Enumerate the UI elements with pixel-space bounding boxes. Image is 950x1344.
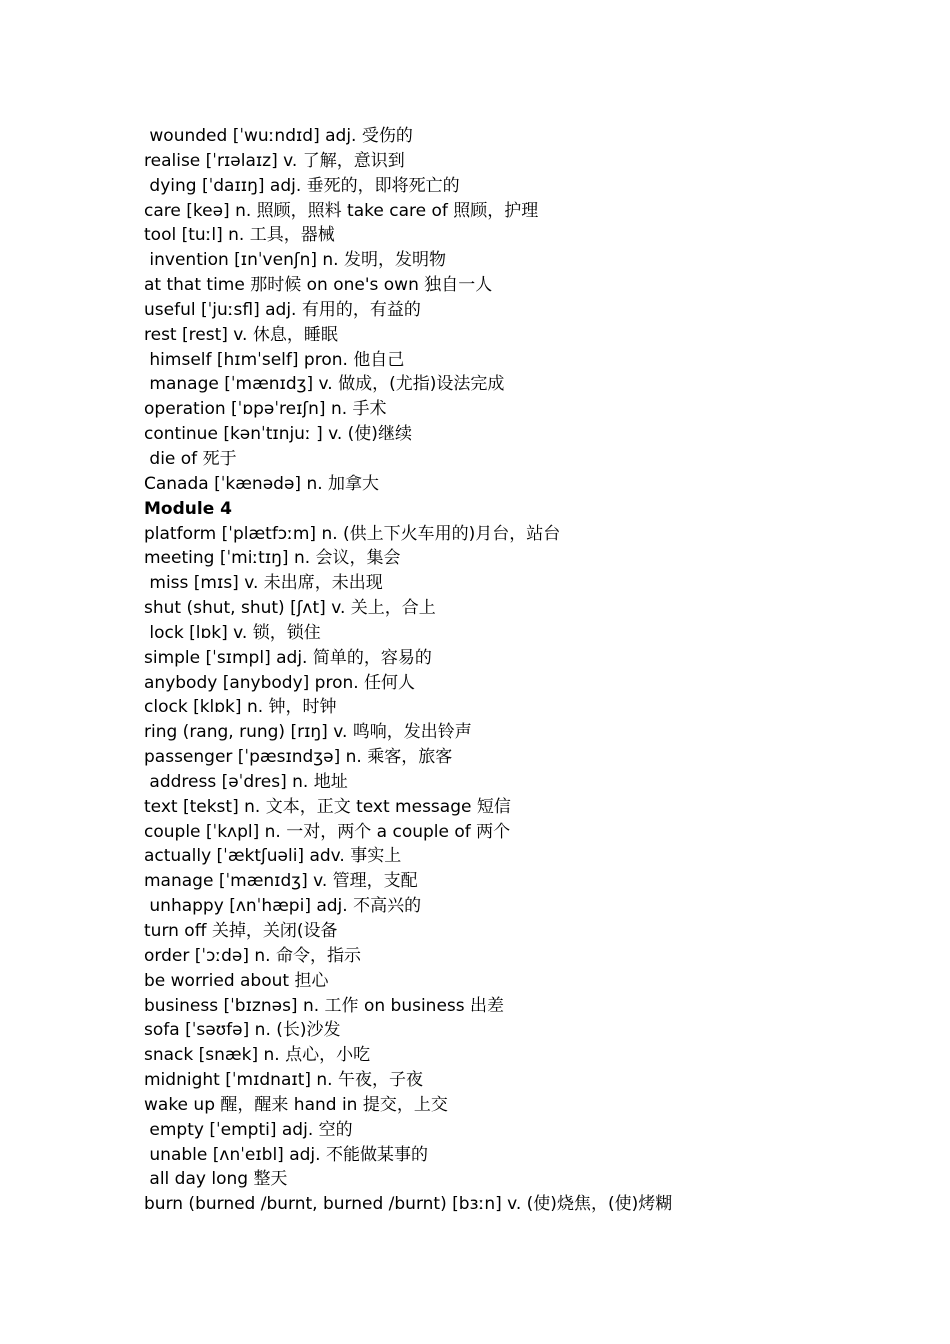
vocab-entry: care [keə] n. 照顾，照料 take care of 照顾，护理 [144, 200, 539, 221]
vocab-entry: unable [ʌnˈeɪbl] adj. 不能做某事的 [144, 1144, 428, 1165]
vocab-entry: realise [ˈrɪəlaɪz] v. 了解，意识到 [144, 150, 405, 171]
vocab-entry: tool [tuːl] n. 工具，器械 [144, 225, 335, 246]
vocab-entry: meeting [ˈmiːtɪŋ] n. 会议，集会 [144, 548, 401, 569]
vocab-entry: rest [rest] v. 休息，睡眠 [144, 324, 338, 345]
vocab-entry: passenger [ˈpæsɪndʒə] n. 乘客，旅客 [144, 747, 453, 768]
vocab-entry: continue [kənˈtɪnjuː ] v. (使)继续 [144, 424, 412, 445]
vocab-entry: ring (rang, rung) [rɪŋ] v. 鸣响，发出铃声 [144, 722, 472, 743]
vocab-entry: wounded [ˈwuːndɪd] adj. 受伤的 [144, 126, 413, 146]
vocab-entry: useful [ˈjuːsfl] adj. 有用的，有益的 [144, 299, 421, 320]
vocab-entry: address [əˈdres] n. 地址 [144, 771, 348, 792]
vocab-entry: all day long 整天 [144, 1169, 288, 1190]
vocab-entry: couple [ˈkʌpl] n. 一对，两个 a couple of 两个 [144, 821, 511, 842]
vocab-entry: sofa [ˈsəʊfə] n. (长)沙发 [144, 1020, 341, 1041]
vocab-entry: operation [ˈɒpəˈreɪʃn] n. 手术 [144, 399, 387, 420]
vocab-entry: unhappy [ʌnˈhæpi] adj. 不高兴的 [144, 896, 422, 917]
vocab-entry: midnight [ˈmɪdnaɪt] n. 午夜，子夜 [144, 1070, 423, 1091]
vocab-entry: order [ˈɔːdə] n. 命令，指示 [144, 945, 361, 966]
vocab-entry: Canada [ˈkænədə] n. 加拿大 [144, 473, 380, 494]
vocab-entry: lock [lɒk] v. 锁，锁住 [144, 622, 321, 643]
vocab-entry: burn (burned /burnt, burned /burnt) [bɜːn] v. (使)烧焦，(使)烤糊 [144, 1194, 673, 1215]
vocab-entry: platform [ˈplætfɔːm] n. (供上下火车用的)月台，站台 [144, 523, 561, 544]
vocab-entry: shut (shut, shut) [ʃʌt] v. 关上，合上 [144, 598, 436, 619]
vocab-entry: manage [ˈmænɪdʒ] v. 管理，支配 [144, 871, 418, 892]
vocab-entry: himself [hɪmˈself] pron. 他自己 [144, 349, 405, 370]
vocab-entry: clock [klɒk] n. 钟，时钟 [144, 697, 337, 718]
vocab-entry: text [tekst] n. 文本，正文 text message 短信 [144, 796, 511, 817]
vocab-entry: simple [ˈsɪmpl] adj. 简单的，容易的 [144, 647, 432, 668]
vocab-entry: snack [snæk] n. 点心，小吃 [144, 1045, 371, 1066]
vocab-entry: anybody [anybody] pron. 任何人 [144, 672, 416, 693]
vocab-entry: turn off 关掉，关闭(设备 [144, 921, 338, 941]
vocab-entry: manage [ˈmænɪdʒ] v. 做成，(尤指)设法完成 [144, 374, 505, 395]
vocab-entry: business [ˈbɪznəs] n. 工作 on business 出差 [144, 995, 505, 1016]
vocab-entry: miss [mɪs] v. 未出席，未出现 [144, 573, 383, 594]
vocab-entry: actually [ˈæktʃuəli] adv. 事实上 [144, 846, 402, 867]
vocab-entry: invention [ɪnˈvenʃn] n. 发明，发明物 [144, 250, 446, 271]
vocab-entry: at that time 那时候 on one's own 独自一人 [144, 275, 493, 296]
vocab-entry: empty [ˈempti] adj. 空的 [144, 1119, 353, 1140]
vocab-entry: die of 死于 [144, 448, 237, 469]
vocabulary-list [144, 124, 904, 1217]
vocab-entry: dying [ˈdaɪɪŋ] adj. 垂死的，即将死亡的 [144, 175, 460, 196]
module-heading: Module 4 [144, 498, 232, 519]
vocab-entry: be worried about 担心 [144, 970, 329, 991]
vocab-entry: wake up 醒，醒来 hand in 提交，上交 [144, 1094, 448, 1115]
